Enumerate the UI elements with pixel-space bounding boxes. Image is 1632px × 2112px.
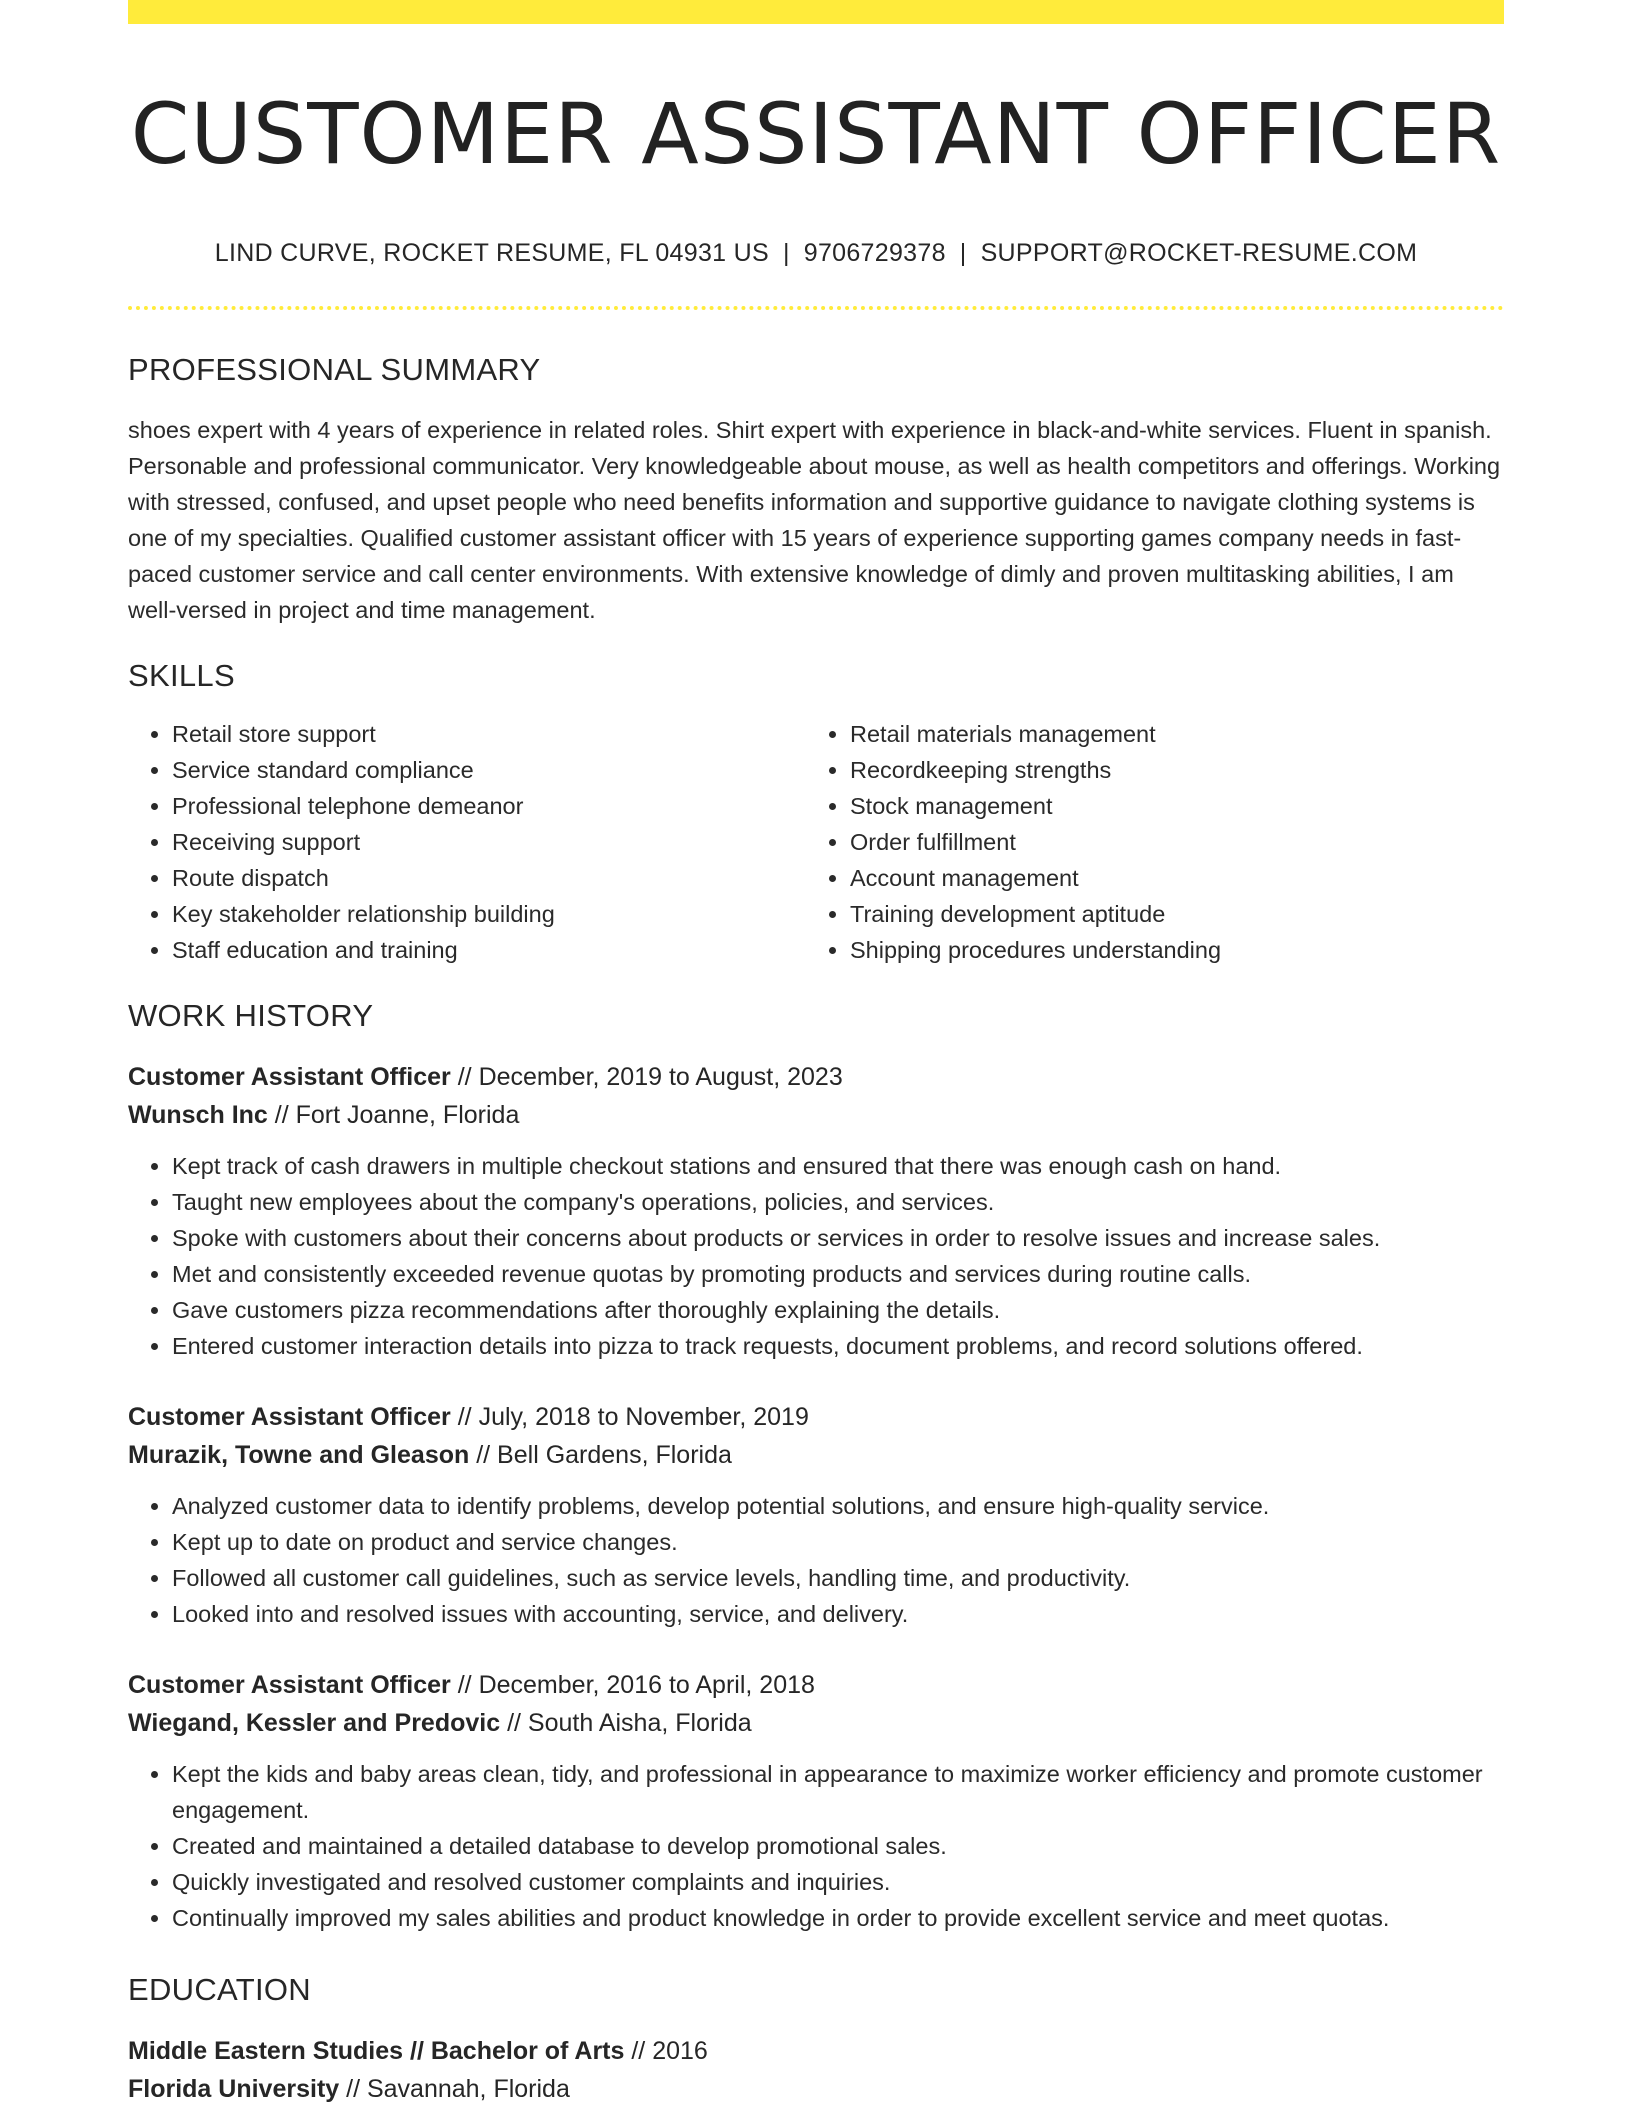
education-school: Florida University (128, 2074, 340, 2103)
job-role: Customer Assistant Officer (128, 1062, 451, 1091)
resume-title: CUSTOMER ASSISTANT OFFICER (130, 85, 1502, 183)
skill-item: • Staff education and training (172, 932, 806, 968)
job-title-line (128, 1666, 1504, 1704)
job-title-line (128, 1398, 1504, 1436)
work-history-heading: WORK HISTORY (128, 997, 374, 1033)
contact-line (128, 239, 1504, 268)
job-company: Murazik, Towne and Gleason (128, 1440, 470, 1469)
skill-item: • Recordkeeping strengths (850, 752, 1484, 788)
job-bullet: • Quickly investigated and resolved customer complaints and inquiries. (172, 1864, 1504, 1900)
skill-item: • Key stakeholder relationship building (172, 896, 806, 932)
skill-item: • Account management (850, 860, 1484, 896)
contact-phone: 9706729378 (803, 238, 946, 267)
skill-item: • Route dispatch (172, 860, 806, 896)
job-company-line (128, 1436, 1504, 1474)
skills-list (128, 716, 1504, 968)
job-company-line (128, 1096, 1504, 1134)
job-company: Wiegand, Kessler and Predovic (128, 1708, 501, 1737)
job-bullet: • Continually improved my sales abilities and product knowledge in order to provide excellent service and meet quotas. (172, 1900, 1504, 1936)
dotted-divider (128, 306, 1504, 310)
job-bullet: • Gave customers pizza recommendations after thoroughly explaining the details. (172, 1292, 1504, 1328)
job-bullets (128, 1148, 1504, 1364)
skills-heading: SKILLS (128, 657, 235, 693)
skill-item: • Training development aptitude (850, 896, 1484, 932)
job-bullet: • Followed all customer call guidelines, such as service levels, handling time, and productivity. (172, 1560, 1504, 1596)
job-bullet: • Analyzed customer data to identify problems, develop potential solutions, and ensure high-quality service. (172, 1488, 1504, 1524)
job-entry (128, 1666, 1504, 1936)
education-degree: Middle Eastern Studies // Bachelor of Arts (128, 2036, 625, 2065)
job-bullet: • Taught new employees about the company's operations, policies, and services. (172, 1184, 1504, 1220)
contact-separator: | (959, 238, 967, 267)
skills-column-right (806, 716, 1484, 968)
job-dates: // December, 2016 to April, 2018 (457, 1670, 815, 1699)
skill-item: • Stock management (850, 788, 1484, 824)
job-company-line (128, 1704, 1504, 1742)
skill-item: • Service standard compliance (172, 752, 806, 788)
job-bullet: • Entered customer interaction details into pizza to track requests, document problems, and record solutions offered. (172, 1328, 1504, 1364)
education-school-line (128, 2070, 1504, 2108)
education-degree-line (128, 2032, 1504, 2070)
skill-item: • Retail store support (172, 716, 806, 752)
job-bullets (128, 1756, 1504, 1936)
education-location: // Savannah, Florida (346, 2074, 570, 2103)
education-entry (128, 2032, 1504, 2108)
job-bullet: • Created and maintained a detailed database to develop promotional sales. (172, 1828, 1504, 1864)
job-bullets (128, 1488, 1504, 1632)
summary-heading: PROFESSIONAL SUMMARY (128, 351, 541, 387)
accent-top-bar (128, 0, 1504, 24)
job-bullet: • Kept track of cash drawers in multiple checkout stations and ensured that there was enough cash on hand. (172, 1148, 1504, 1184)
job-location: // Bell Gardens, Florida (476, 1440, 732, 1469)
resume-page (128, 0, 1504, 2108)
job-title-line (128, 1058, 1504, 1096)
job-bullet: • Looked into and resolved issues with accounting, service, and delivery. (172, 1596, 1504, 1632)
skills-column-left (128, 716, 806, 968)
job-role: Customer Assistant Officer (128, 1670, 451, 1699)
skill-item: • Retail materials management (850, 716, 1484, 752)
job-location: // Fort Joanne, Florida (274, 1100, 520, 1129)
education-year: // 2016 (631, 2036, 708, 2065)
skill-item: • Shipping procedures understanding (850, 932, 1484, 968)
education-heading: EDUCATION (128, 1971, 311, 2007)
contact-separator: | (782, 238, 790, 267)
contact-email: SUPPORT@ROCKET-RESUME.COM (980, 238, 1418, 267)
skill-item: • Order fulfillment (850, 824, 1484, 860)
skill-item: • Professional telephone demeanor (172, 788, 806, 824)
job-entry (128, 1398, 1504, 1632)
job-dates: // July, 2018 to November, 2019 (457, 1402, 809, 1431)
job-company: Wunsch Inc (128, 1100, 268, 1129)
job-location: // South Aisha, Florida (507, 1708, 752, 1737)
summary-text: shoes expert with 4 years of experience in related roles. Shirt expert with experience in black-and-white services. Fluent in spanish. Personable and professional communicator. Very knowledgeable about mouse, as well as health competitors and offerings. Working with stressed, confused, and upset people who need benefits information and supportive guidance to navigate clothing systems is one of my specialties. Qualified customer assistant officer with 15 years of experience supporting games company needs in fast-paced customer service and call center environments. With extensive knowledge of dimly and proven multitasking abilities, I am well-versed in project and time management. (128, 416, 1501, 623)
job-bullet: • Kept up to date on product and service changes. (172, 1524, 1504, 1560)
job-entry (128, 1058, 1504, 1364)
job-dates: // December, 2019 to August, 2023 (457, 1062, 843, 1091)
skill-item: • Receiving support (172, 824, 806, 860)
job-bullet: • Spoke with customers about their concerns about products or services in order to resolve issues and increase sales. (172, 1220, 1504, 1256)
job-bullet: • Kept the kids and baby areas clean, tidy, and professional in appearance to maximize worker efficiency and promote customer engagement. (172, 1756, 1504, 1828)
job-role: Customer Assistant Officer (128, 1402, 451, 1431)
contact-address: LIND CURVE, ROCKET RESUME, FL 04931 US (214, 238, 769, 267)
job-bullet: • Met and consistently exceeded revenue quotas by promoting products and services during routine calls. (172, 1256, 1504, 1292)
